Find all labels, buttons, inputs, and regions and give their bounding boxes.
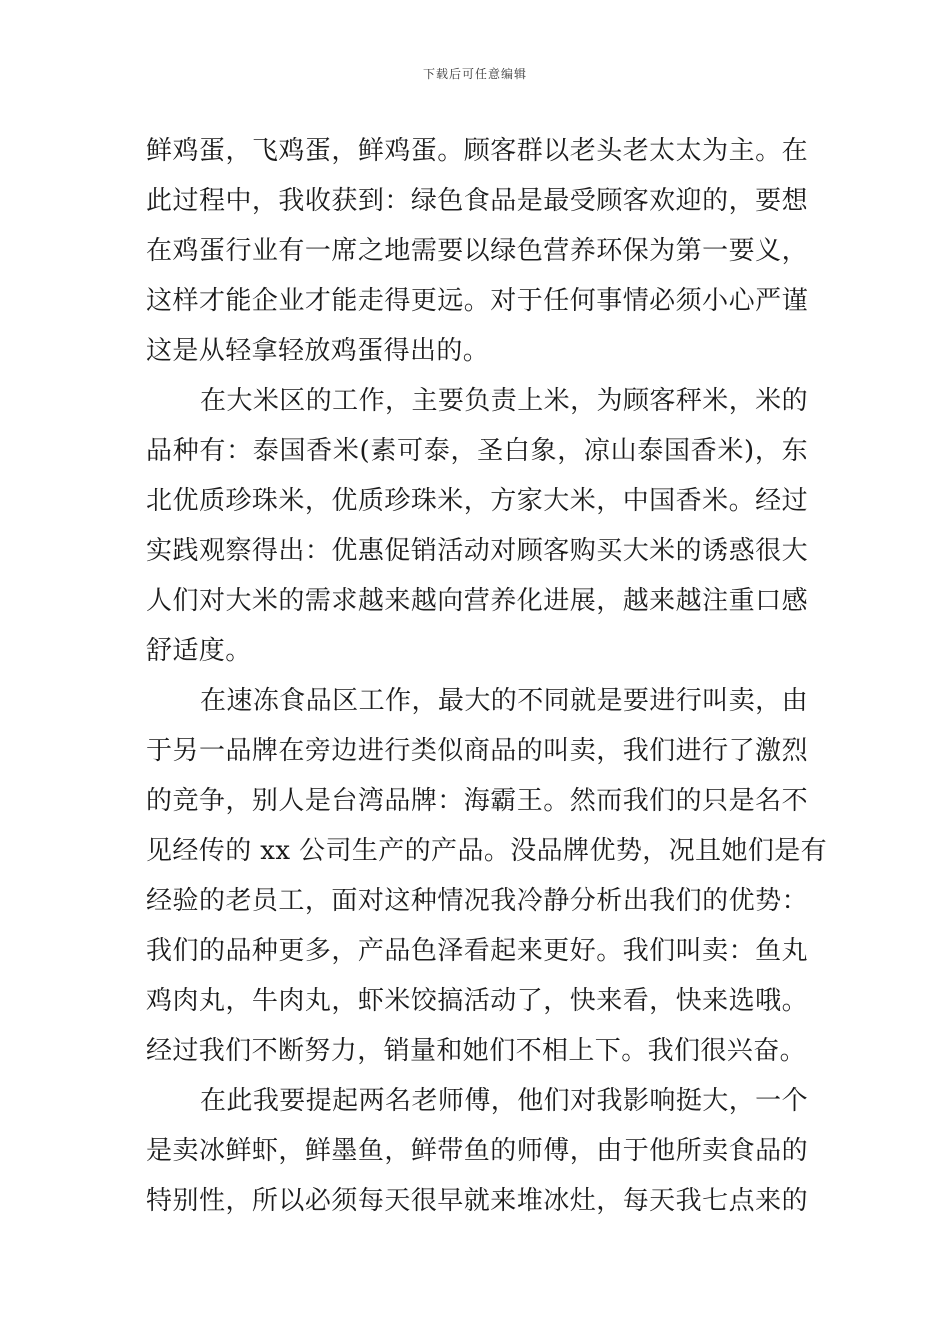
text-line: 特别性，所以必须每天很早就来堆冰灶，每天我七点来的 [146, 1186, 808, 1216]
text-line: 在此我要提起两名老师傅，他们对我影响挺大，一个 [200, 1086, 808, 1116]
text-line: 实践观察得出：优惠促销活动对顾客购买大米的诱惑很大 [146, 536, 808, 566]
text-line: 鲜鸡蛋，飞鸡蛋，鲜鸡蛋。顾客群以老头老太太为主。在 [146, 136, 808, 166]
text-line: 经过我们不断努力，销量和她们不相上下。我们很兴奋。 [146, 1036, 807, 1066]
paragraph-frozen-food [146, 676, 828, 1076]
paragraph-eggs [146, 126, 808, 376]
text-line: 在速冻食品区工作，最大的不同就是要进行叫卖，由 [200, 686, 808, 716]
text-line: 在大米区的工作，主要负责上米，为顾客秤米，米的 [200, 386, 808, 416]
text-line: 是卖冰鲜虾，鲜墨鱼，鲜带鱼的师傅，由于他所卖食品的 [146, 1136, 808, 1166]
text-line: 见经传的 xx 公司生产的产品。没品牌优势，况且她们是有 [146, 836, 828, 866]
text-line: 人们对大米的需求越来越向营养化进展，越来越注重口感 [146, 586, 808, 616]
text-line: 北优质珍珠米，优质珍珠米，方家大米，中国香米。经过 [146, 486, 808, 516]
text-line: 于另一品牌在旁边进行类似商品的叫卖，我们进行了激烈 [146, 736, 808, 766]
text-line: 这是从轻拿轻放鸡蛋得出的。 [146, 336, 490, 366]
page-header: 下载后可任意编辑 [422, 67, 527, 81]
text-line: 鸡肉丸，牛肉丸，虾米饺搞活动了，快来看，快来选哦。 [146, 986, 808, 1016]
text-line: 舒适度。 [146, 636, 252, 666]
text-line: 此过程中，我收获到：绿色食品是最受顾客欢迎的，要想 [146, 186, 808, 216]
text-line: 的竞争，别人是台湾品牌：海霸王。然而我们的只是名不 [146, 786, 808, 816]
text-line: 这样才能企业才能走得更远。对于任何事情必须小心严谨 [146, 286, 808, 316]
paragraph-masters [146, 1076, 808, 1226]
document-body [146, 126, 828, 1226]
text-line: 经验的老员工，面对这种情况我冷静分析出我们的优势： [146, 886, 808, 916]
text-line: 品种有：泰国香米(素可泰，圣白象，凉山泰国香米)，东 [146, 436, 808, 466]
paragraph-rice [146, 376, 808, 676]
text-line: 我们的品种更多，产品色泽看起来更好。我们叫卖：鱼丸 [146, 936, 808, 966]
text-line: 在鸡蛋行业有一席之地需要以绿色营养环保为第一要义， [146, 236, 808, 266]
